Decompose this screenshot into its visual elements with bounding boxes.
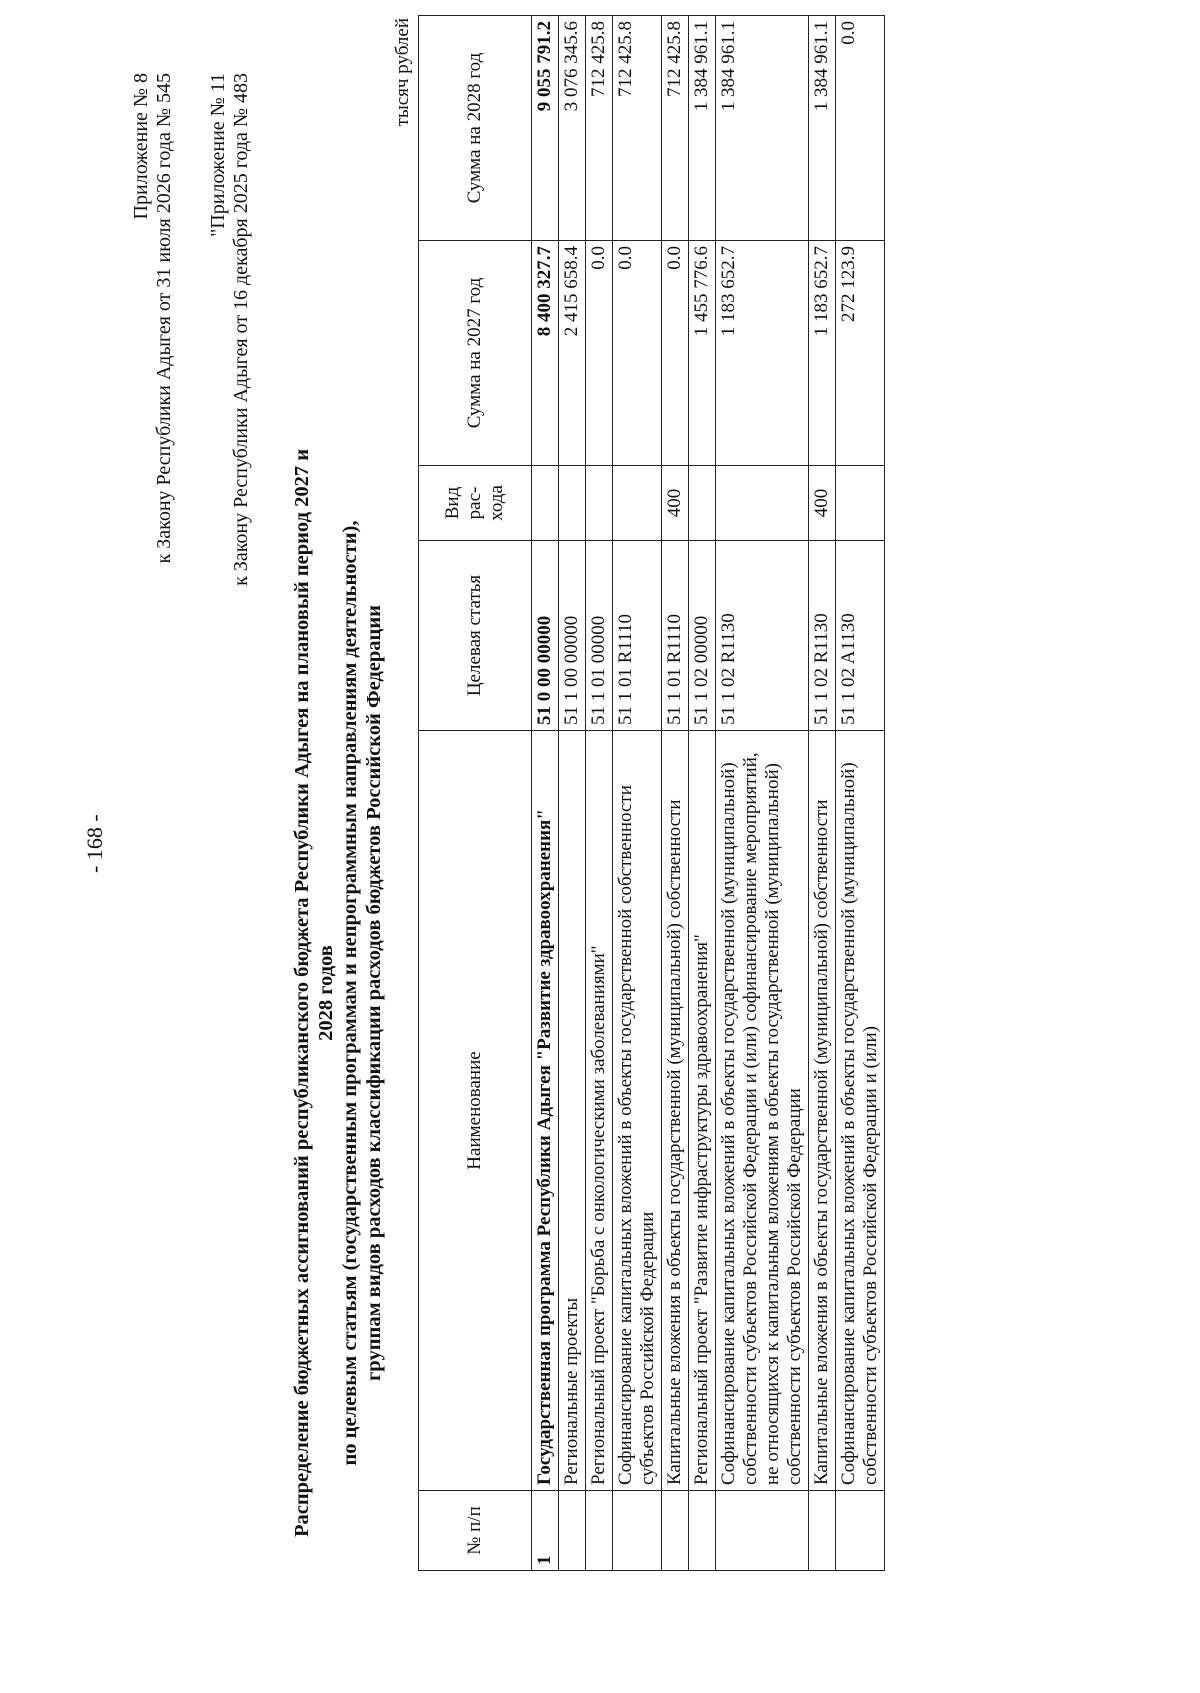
cell-name: Софинансирование капитальных вложений в объекты государственной (муниципальной) собственности субъектов Российской Федерации и (или) софинансирование мероприятий, не относящихся к капитальным вложениям в объекты государственной (муниципальной) собственности субъектов Российской Федерации [716,731,809,1491]
cell-name: Региональный проект "Борьба с онкологическими заболеваниями" [586,731,613,1491]
law-reference-appendix: "Приложение № 11 [207,73,229,237]
cell-target: 51 1 02 R1130 [809,541,836,731]
units-label: тысяч рублей [392,18,413,127]
table-row [716,16,809,1571]
cell-kind [586,466,613,541]
cell-kind [532,466,559,541]
cell-target: 51 1 01 R1110 [662,541,689,731]
cell-sum-2027: 0.0 [662,241,689,466]
cell-sum-2028: 9 055 791.2 [532,16,559,241]
law-reference-previous [207,73,253,633]
header-sum-2028: Сумма на 2028 год [419,16,532,241]
table-row [613,16,662,1571]
cell-sum-2027: 0.0 [613,241,662,466]
cell-name: Региональный проект "Развитие инфраструктуры здравоохранения" [689,731,716,1491]
cell-num [613,1491,662,1571]
cell-num [559,1491,586,1571]
cell-sum-2028: 3 076 345.6 [559,16,586,241]
cell-sum-2028: 712 425.8 [662,16,689,241]
cell-sum-2027: 1 183 652.7 [809,241,836,466]
cell-sum-2027: 1 183 652.7 [716,241,809,466]
cell-num [586,1491,613,1571]
cell-name: Капитальные вложения в объекты государственной (муниципальной) собственности [662,731,689,1491]
cell-kind: 400 [662,466,689,541]
cell-kind [689,466,716,541]
law-reference-appendix: Приложение № 8 [130,73,152,220]
cell-kind [716,466,809,541]
table-row [586,16,613,1571]
cell-sum-2028: 712 425.8 [613,16,662,241]
table-row [532,16,559,1571]
cell-target: 51 1 01 R1110 [613,541,662,731]
cell-sum-2028: 1 384 961.1 [689,16,716,241]
cell-target: 51 0 00 00000 [532,541,559,731]
table-row [836,16,885,1571]
law-reference-current [130,73,176,633]
cell-name: Капитальные вложения в объекты государственной (муниципальной) собственности [809,731,836,1491]
cell-kind: 400 [809,466,836,541]
cell-sum-2027: 0.0 [586,241,613,466]
cell-name: Софинансирование капитальных вложений в объекты государственной собственности субъектов Российской Федерации [613,731,662,1491]
cell-target: 51 1 02 A1130 [836,541,885,731]
header-sum-2027: Сумма на 2027 год [419,241,532,466]
cell-kind [559,466,586,541]
header-num: № п/п [419,1491,532,1571]
title-line: по целевым статьям (государственным программам и непрограммным направлениям деятельности), [339,520,361,1466]
cell-kind [613,466,662,541]
cell-sum-2027: 2 415 658.4 [559,241,586,466]
cell-num [662,1491,689,1571]
cell-sum-2028: 0.0 [836,16,885,241]
budget-table [418,15,885,1571]
cell-sum-2027: 1 455 776.6 [689,241,716,466]
table-row [689,16,716,1571]
cell-name: Региональные проекты [559,731,586,1491]
cell-sum-2028: 1 384 961.1 [716,16,809,241]
law-reference-law: к Закону Республики Адыгея от 16 декабря 2025 года № 483 [230,73,252,586]
title-line: группам видов расходов классификации расходов бюджетов Российской Федерации [363,605,385,1381]
cell-kind [836,466,885,541]
cell-sum-2027: 272 123.9 [836,241,885,466]
cell-sum-2027: 8 400 327.7 [532,241,559,466]
cell-num: 1 [532,1491,559,1571]
cell-num [836,1491,885,1571]
table-row [662,16,689,1571]
cell-num [689,1491,716,1571]
cell-sum-2028: 712 425.8 [586,16,613,241]
cell-name: Софинансирование капитальных вложений в объекты государственной (муниципальной) собственности субъектов Российской Федерации и (или) [836,731,885,1491]
title-line: Распределение бюджетных ассигнований республиканского бюджета Республики Адыгея на плановый период 2027 и 2028 годов [291,448,337,1538]
cell-sum-2028: 1 384 961.1 [809,16,836,241]
table-header-row [419,16,532,1571]
header-target: Целевая статья [419,541,532,731]
document-title [290,433,386,1553]
cell-target: 51 1 02 00000 [689,541,716,731]
cell-target: 51 1 02 R1130 [716,541,809,731]
cell-target: 51 1 01 00000 [586,541,613,731]
table-row [809,16,836,1571]
cell-name: Государственная программа Республики Адыгея "Развитие здравоохранения" [532,731,559,1491]
page-number: - 168 - [82,814,107,873]
cell-target: 51 1 00 00000 [559,541,586,731]
header-kind: Вид рас-хода [419,466,532,541]
table-row [559,16,586,1571]
cell-num [716,1491,809,1571]
law-reference-law: к Закону Республики Адыгея от 31 июля 2026 года № 545 [153,73,175,564]
cell-num [809,1491,836,1571]
header-name: Наименование [419,731,532,1491]
